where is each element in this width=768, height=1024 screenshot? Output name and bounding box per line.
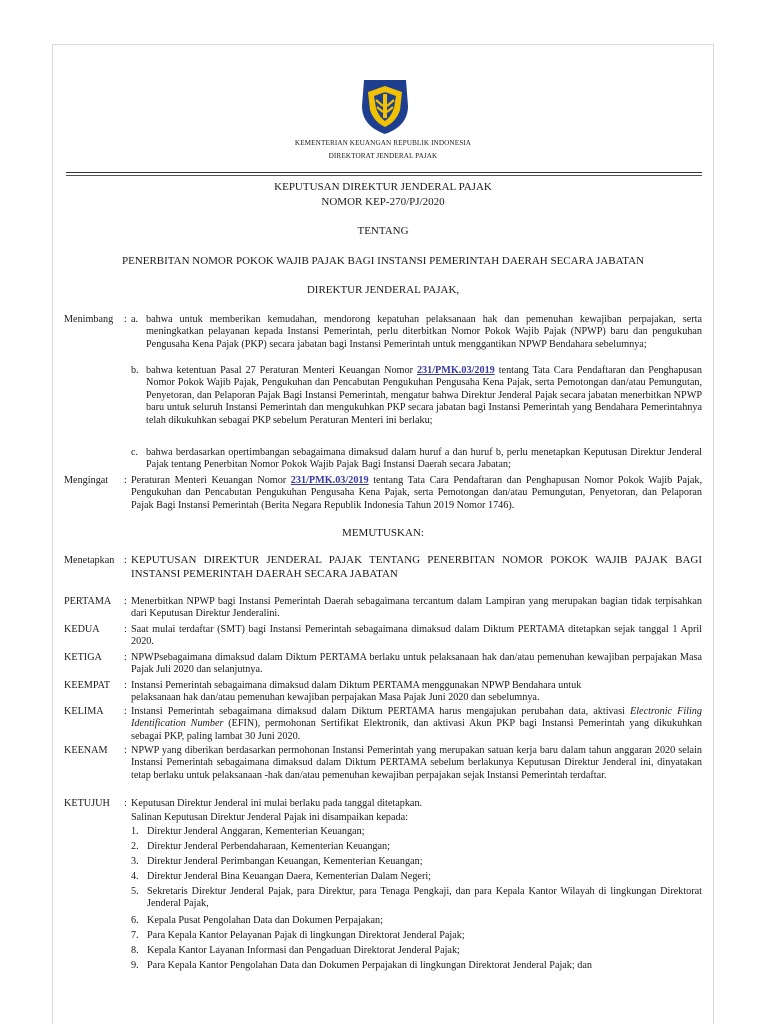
header-rule-thin [66, 175, 702, 176]
kelima-text-2: (EFIN), permohonan Sertifikat Elektronik, dan aktivasi Akun PKP bagi Instansi Pemerintah yang dikukuhkan sebagai PKP, paling lambat 30 Juni 2020. [131, 718, 703, 742]
keempat-label: KEEMPAT [64, 680, 111, 691]
list-text: Direktur Jenderal Perimbangan Keuangan, Kementerian Keuangan; [147, 856, 423, 867]
menetapkan-text: KEPUTUSAN DIREKTUR JENDERAL PAJAK TENTANG PENERBITAN NOMOR POKOK WAJIB PAJAK BAGI INSTANSI PEMERINTAH DAERAH SECARA JABATAN [131, 554, 702, 580]
list-text: Direktur Jenderal Perbendaharaan, Kementerian Keuangan; [147, 841, 390, 852]
menimbang-b-text: bahwa ketentuan Pasal 27 Peraturan Menteri Keuangan Nomor [146, 365, 413, 376]
decree-number: NOMOR KEP-270/PJ/2020 [321, 196, 445, 208]
ketiga-label: KETIGA [64, 652, 102, 663]
pertama-text: Menerbitkan NPWP bagi Instansi Pemerintah Daerah sebagaimana tercantum dalam Lampiran yang merupakan bagian tidak terpisahkan dari Keputusan Direktur Jenderalini. [131, 596, 702, 620]
colon: : [124, 745, 127, 756]
list-number: 3. [131, 856, 139, 867]
colon: : [124, 798, 127, 809]
ketiga-text: NPWPsebagaimana dimaksud dalam Diktum PERTAMA berlaku untuk pelaksanaan hak dan/atau pemenuhan kewajiban perpajakan Masa Pajak Juli 2020 dan selanjutnya. [131, 652, 702, 676]
list-number: 6. [131, 915, 139, 926]
list-number: 2. [131, 841, 139, 852]
ketujuh-label: KETUJUH [64, 798, 110, 809]
colon: : [124, 680, 127, 691]
colon: : [124, 706, 127, 717]
menimbang-b [146, 365, 702, 427]
list-text: Para Kepala Kantor Pengolahan Data dan Dokumen Perpajakan di lingkungan Direktorat Jenderal Pajak; dan [147, 960, 592, 971]
list-text: Direktur Jenderal Anggaran, Kementerian Keuangan; [147, 826, 365, 837]
colon: : [124, 314, 127, 325]
list-number: 9. [131, 960, 139, 971]
colon: : [124, 624, 127, 635]
menimbang-c: bahwa berdasarkan opertimbangan sebagaimana dimaksud dalam huruf a dan huruf b, perlu menetapkan Keputusan Direktur Jenderal Pajak tentang Penerbitan Nomor Pokok Wajib Pajak Bagi Instansi Daerah secara Jabatan; [146, 447, 702, 471]
item-marker: c. [131, 447, 139, 458]
list-text: Kepala Pusat Pengolahan Data dan Dokumen Perpajakan; [147, 915, 383, 926]
colon: : [124, 652, 127, 663]
kelima-text [131, 706, 702, 743]
kedua-label: KEDUA [64, 624, 100, 635]
list-number: 5. [131, 886, 139, 897]
pertama-label: PERTAMA [64, 596, 112, 607]
menimbang-label: Menimbang [64, 314, 114, 325]
tentang-heading: TENTANG [357, 225, 409, 237]
keempat-text-2: pelaksanaan hak dan/atau pemenuhan kewajiban perpajakan Masa Pajak Juni 2020 dan sebelumnya. [131, 692, 540, 703]
header-rule [66, 172, 702, 173]
colon: : [124, 475, 127, 486]
keenam-label: KEENAM [64, 745, 108, 756]
decree-subject: PENERBITAN NOMOR POKOK WAJIB PAJAK BAGI INSTANSI PEMERINTAH DAERAH SECARA JABATAN [121, 255, 645, 267]
keenam-text: NPWP yang diberikan berdasarkan permohonan Instansi Pemerintah yang merupakan satuan kerja baru dalam tahun anggaran 2020 selain Instansi Pemerintah sebagaimana dimaksud dalam Diktum PERTAMA sebelum berlakunya Keputusan Direktur Jenderal ini, dinyatakan tetap berlaku untuk pelaksanaan -hak dan/atau pemenuhan kewajiban perpajakan sejak Instansi Pemerintah terdaftar. [131, 745, 702, 781]
decree-title: KEPUTUSAN DIREKTUR JENDERAL PAJAK [274, 181, 492, 193]
kedua-text: Saat mulai terdaftar (SMT) bagi Instansi Pemerintah sebagaimana dimaksud dalam Diktum PERTAMA ditetapkan sejak tanggal 1 April 2020. [131, 624, 702, 648]
kemenkeu-logo [356, 76, 414, 136]
memutuskan-heading: MEMUTUSKAN: [342, 527, 424, 539]
pmk-link[interactable]: 231/PMK.03/2019 [416, 365, 495, 376]
keempat-text-1: Instansi Pemerintah sebagaimana dimaksud dalam Diktum PERTAMA menggunakan NPWP Bendahara untuk [131, 680, 582, 691]
mengingat-text [131, 475, 702, 512]
list-number: 8. [131, 945, 139, 956]
ministry-name: KEMENTERIAN KEUANGAN REPUBLIK INDONESIA [294, 139, 472, 147]
list-number: 7. [131, 930, 139, 941]
item-marker: b. [131, 365, 139, 376]
mengingat-label: Mengingat [64, 475, 109, 486]
menetapkan-label: Menetapkan [64, 555, 115, 566]
official-title: DIREKTUR JENDERAL PAJAK, [306, 284, 460, 296]
list-number: 4. [131, 871, 139, 882]
colon: : [124, 555, 127, 566]
item-marker: a. [131, 314, 139, 325]
pmk-link[interactable]: 231/PMK.03/2019 [290, 475, 369, 486]
colon: : [124, 596, 127, 607]
list-text: Direktur Jenderal Bina Keuangan Daera, Kementerian Dalam Negeri; [147, 871, 431, 882]
list-number: 1. [131, 826, 139, 837]
list-text: Kepala Kantor Layanan Informasi dan Pengaduan Direktorat Jenderal Pajak; [147, 945, 460, 956]
menimbang-b-text-2: tentang Tata Cara Pendaftaran dan Penghapusan Nomor Pokok Wajib Pajak, Pengukuhan dan Pencabutan Pengukuhan Pengusaha Kena Pajak, serta Pemotongan dan/atau Pemungutan, Penyetoran, dan Pelaporan Pajak Bagi Instansi Pemerintah, mengatur bahwa Direktur Jenderal Pajak secara jabatan menerbitkan NPWP baru untuk seluruh Instansi Pemerintah dan mengukuhkan PKP secara jabatan bagi Instansi Pemerintah yang Bendahara Pemerintahnya telah dikukuhkan sebagai PKP sebelum Peraturan Menteri ini berlaku; [146, 365, 703, 426]
directorate-name: DIREKTORAT JENDERAL PAJAK [328, 152, 438, 160]
mengingat-text-2: tentang Tata Cara Pendaftaran dan Penghapusan Nomor Pokok Wajib Pajak, Pengukuhan dan Pencabutan Pengukuhan Pengusaha Kena Pajak, serta Pemotongan dan/atau Pemungutan, Penyetoran, dan Pelaporan Pajak Bagi Instansi Pemerintah (Berita Negara Republik Indonesia Tahun 2019 Nomor 1746). [131, 475, 702, 511]
list-text: Para Kepala Kantor Pelayanan Pajak di lingkungan Direktorat Jenderal Pajak; [147, 930, 465, 941]
ketujuh-text: Keputusan Direktur Jenderal ini mulai berlaku pada tanggal ditetapkan. [131, 798, 423, 809]
salinan-text: Salinan Keputusan Direktur Jenderal Pajak ini disampaikan kepada: [131, 812, 408, 823]
menimbang-a: bahwa untuk memberikan kemudahan, mendorong kepatuhan pelaksanaan hak dan pemenuhan kewajiban perpajakan, serta meningkatkan pelayanan kepada Instansi Pemerintah, perlu diterbitkan Nomor Pokok Wajib Pajak (NPWP) baru dan pengukuhan Pengusaha Kena Pajak (PKP) secara jabatan bagi Instansi Pemerintah untuk menggantikan NPWP Bendahara sebelumnya; [146, 314, 702, 350]
kelima-text-1: Instansi Pemerintah sebagaimana dimaksud dalam Diktum PERTAMA harus mengajukan perubahan data, aktivasi [131, 706, 625, 717]
kelima-label: KELIMA [64, 706, 104, 717]
efin-term: Electronic Filing Identification Number [131, 706, 702, 730]
mengingat-text-1: Peraturan Menteri Keuangan Nomor [131, 475, 287, 486]
list-text: Sekretaris Direktur Jenderal Pajak, para Direktur, para Tenaga Pengkaji, dan para Kepala Kantor Wilayah di lingkungan Direktorat Jenderal Pajak, [147, 886, 702, 910]
